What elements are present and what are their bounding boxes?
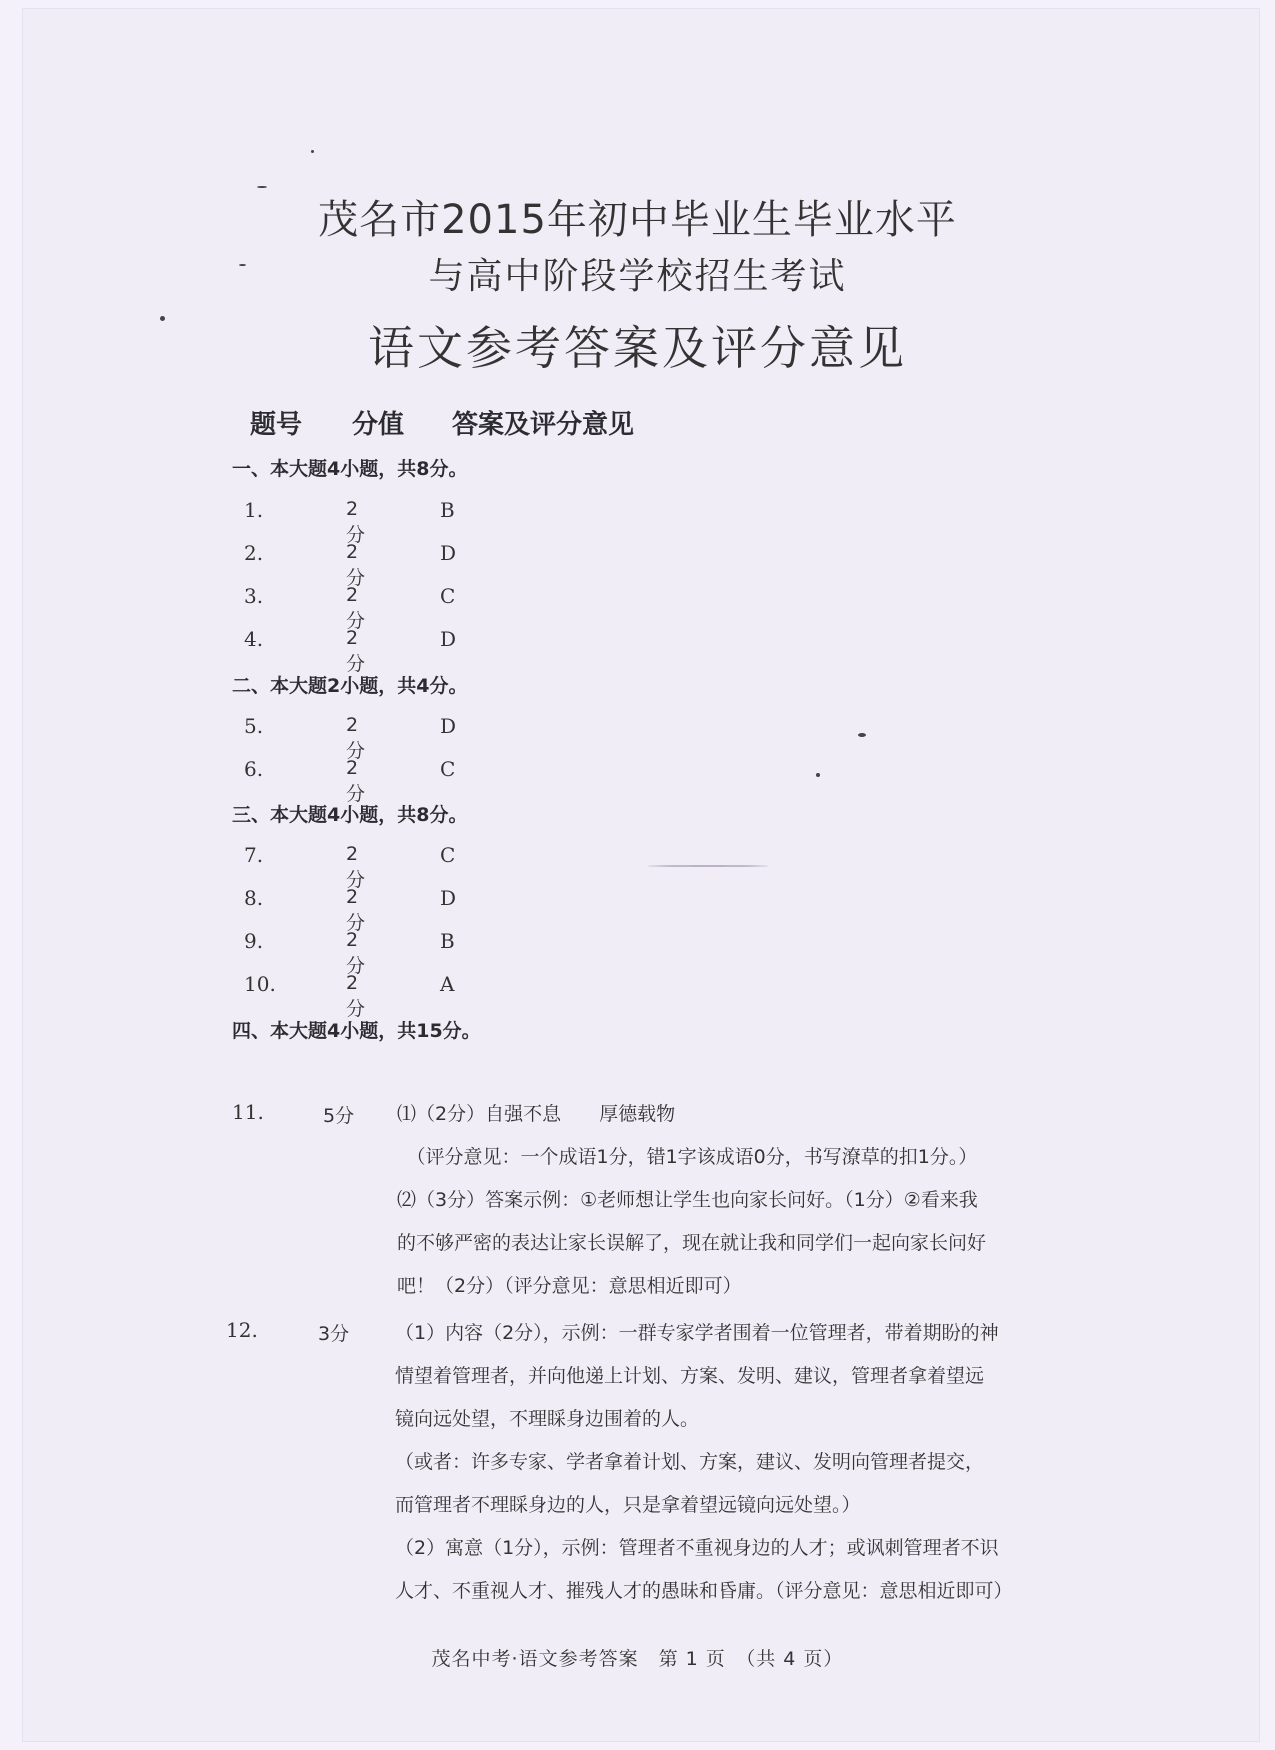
question-number: 8. [244, 886, 264, 910]
question-answer: B [440, 929, 455, 953]
question-score: 2分 [346, 843, 366, 891]
scan-speck [858, 733, 866, 737]
question-score: 2分 [346, 541, 366, 589]
question-score: 2分 [346, 757, 366, 805]
scan-speck [816, 773, 820, 777]
header-answer: 答案及评分意见 [452, 410, 635, 440]
answer-line: 镜向远处望，不理睬身边围着的人。 [395, 1408, 700, 1430]
header-score: 分值 [352, 410, 405, 440]
answer-line: 情望着管理者，并向他递上计划、方案、发明、建议，管理者拿着望远 [395, 1365, 985, 1387]
question-score: 3分 [318, 1323, 350, 1345]
question-answer: D [440, 541, 457, 565]
question-score: 2分 [346, 714, 366, 762]
section-heading-2: 二、本大题2小题，共4分。 [232, 675, 468, 697]
answer-line: （1）内容（2分），示例：一群专家学者围着一位管理者，带着期盼的神 [395, 1322, 999, 1344]
question-number: 4. [244, 627, 264, 651]
question-answer: D [440, 886, 457, 910]
question-score: 2分 [346, 972, 366, 1020]
question-number: 12. [226, 1318, 258, 1342]
answer-line: （2）寓意（1分），示例：管理者不重视身边的人才；或讽刺管理者不识 [395, 1537, 999, 1559]
section-heading-4: 四、本大题4小题，共15分。 [232, 1020, 481, 1042]
question-number: 6. [244, 757, 264, 781]
question-answer: B [440, 498, 455, 522]
scan-speck [648, 865, 768, 867]
title-line-1: 茂名市2015年初中毕业生毕业水平 [318, 197, 957, 243]
question-score: 2分 [346, 886, 366, 934]
question-number: 5. [244, 714, 264, 738]
header-number: 题号 [250, 410, 303, 440]
answer-line: （或者：许多专家、学者拿着计划、方案，建议、发明向管理者提交， [395, 1451, 985, 1473]
question-score: 2分 [346, 627, 366, 675]
question-number: 9. [244, 929, 264, 953]
page-footer: 茂名中考·语文参考答案 第 1 页 （共 4 页） [431, 1648, 844, 1670]
question-answer: C [440, 757, 456, 781]
answer-line: 而管理者不理睬身边的人，只是拿着望远镜向远处望。） [395, 1494, 861, 1516]
title-line-2: 与高中阶段学校招生考试 [428, 256, 847, 297]
q12-answer [395, 1312, 1013, 1613]
title-line-3: 语文参考答案及评分意见 [368, 321, 907, 375]
scan-speck [257, 186, 267, 188]
question-answer: C [440, 584, 456, 608]
answer-line: 的不够严密的表达让家长误解了，现在就让我和同学们一起向家长问好 [397, 1232, 987, 1254]
q11-answer [397, 1093, 986, 1308]
answer-line: 人才、不重视人才、摧残人才的愚昧和昏庸。（评分意见：意思相近即可） [395, 1580, 1013, 1602]
question-answer: D [440, 627, 457, 651]
scan-speck [311, 150, 314, 153]
answer-line: ⑵（3分）答案示例：①老师想让学生也向家长问好。（1分）②看来我 [397, 1189, 978, 1211]
question-score: 2分 [346, 584, 366, 632]
question-number: 7. [244, 843, 264, 867]
section-heading-1: 一、本大题4小题，共8分。 [232, 458, 468, 480]
question-score: 2分 [346, 929, 366, 977]
scan-speck [239, 264, 246, 266]
question-number: 11. [232, 1100, 264, 1124]
question-answer: A [440, 972, 455, 996]
question-number: 2. [244, 541, 264, 565]
question-number: 1. [244, 498, 264, 522]
answer-line: ⑴（2分）自强不息 厚德载物 [397, 1103, 676, 1125]
section-heading-3: 三、本大题4小题，共8分。 [232, 804, 468, 826]
answer-line: 吧！（2分）（评分意见：意思相近即可） [397, 1275, 742, 1297]
question-answer: C [440, 843, 456, 867]
question-score: 5分 [323, 1105, 355, 1127]
question-number: 10. [244, 972, 276, 996]
question-number: 3. [244, 584, 264, 608]
question-answer: D [440, 714, 457, 738]
question-score: 2分 [346, 498, 366, 546]
scan-speck [160, 316, 165, 321]
answer-line: （评分意见：一个成语1分，错1字该成语0分，书写潦草的扣1分。） [397, 1146, 978, 1168]
